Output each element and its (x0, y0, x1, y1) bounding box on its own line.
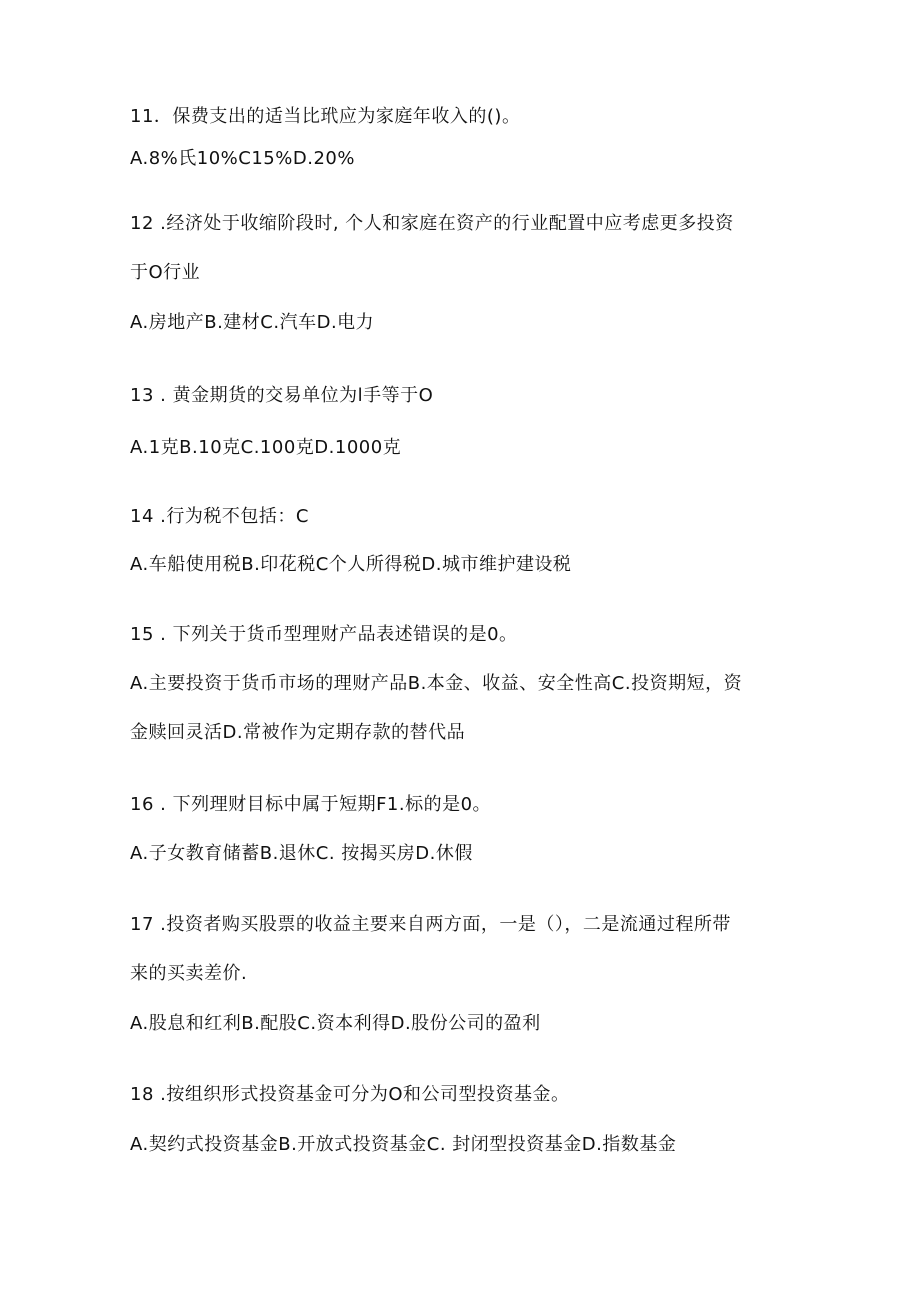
question-13-options: A.1克B.10克C.100克D.1000克 (130, 437, 402, 458)
question-14-stem: 14 .行为税不包括：C (130, 506, 309, 527)
question-17-options: A.股息和红利B.配股C.资本利得D.股份公司的盈利 (130, 1013, 541, 1034)
question-14-options: A.车船使用税B.印花税C个人所得税D.城市维护建设税 (130, 554, 572, 575)
question-16-stem: 16 . 下列理财目标中属于短期F1.标的是0。 (130, 794, 492, 815)
question-15-options-cont: 金赎回灵活D.常被作为定期存款的替代品 (130, 722, 466, 743)
question-12-stem: 12 .经济处于收缩阶段时, 个人和家庭在资产的行业配置中应考虑更多投资 (130, 213, 734, 234)
question-15-stem: 15 . 下列关于货币型理财产品表述错误的是0。 (130, 624, 518, 645)
question-12-stem-cont: 于O行业 (130, 262, 201, 283)
question-18-options: A.契约式投资基金B.开放式投资基金C. 封闭型投资基金D.指数基金 (130, 1134, 677, 1155)
question-17-stem-cont: 来的买卖差价. (130, 963, 248, 984)
question-15-options: A.主要投资于货币市场的理财产品B.本金、收益、安全性高C.投资期短，资 (130, 673, 743, 694)
question-16-options: A.子女教育储蓄B.退休C. 按揭买房D.休假 (130, 843, 473, 864)
question-11-options: A.8%氏10%C15%D.20% (130, 148, 355, 169)
question-18-stem: 18 .按组织形式投资基金可分为O和公司型投资基金。 (130, 1084, 570, 1105)
question-17-stem: 17 .投资者购买股票的收益主要来自两方面，一是（），二是流通过程所带 (130, 914, 731, 935)
question-13-stem: 13 . 黄金期货的交易单位为l手等于O (130, 385, 434, 406)
question-11-stem: 11．保费支出的适当比玳应为家庭年收入的()。 (130, 106, 521, 127)
question-12-options: A.房地产B.建材C.汽车D.电力 (130, 312, 375, 333)
